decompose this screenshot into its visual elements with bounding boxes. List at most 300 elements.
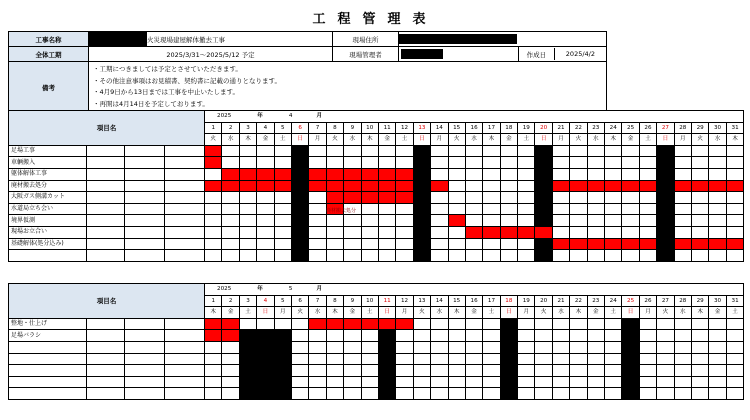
- schedule-cell: [500, 157, 517, 169]
- schedule-cell: [500, 330, 517, 342]
- schedule-cell: [674, 215, 691, 227]
- schedule-cell: [205, 180, 222, 192]
- day-number: 26: [639, 295, 656, 307]
- schedule-cell: [309, 318, 326, 330]
- schedule-cell: [413, 388, 430, 400]
- schedule-cell: [378, 168, 395, 180]
- schedule-cell: [570, 353, 587, 365]
- schedule-cell: [709, 168, 726, 180]
- schedule-cell: [639, 388, 656, 400]
- schedule-cell: [622, 388, 639, 400]
- schedule-cell: [674, 341, 691, 353]
- schedule-cell: [361, 180, 378, 192]
- schedule-cell: [552, 330, 569, 342]
- schedule-cell: [709, 353, 726, 365]
- task-detail-cell: [165, 376, 205, 388]
- schedule-cell: [500, 341, 517, 353]
- schedule-cell: [500, 238, 517, 250]
- schedule-cell: [587, 318, 604, 330]
- schedule-cell: [326, 250, 343, 262]
- schedule-cell: [396, 168, 413, 180]
- schedule-cell: [535, 388, 552, 400]
- schedule-cell: [448, 180, 465, 192]
- day-number: 30: [709, 122, 726, 134]
- schedule-cell: [413, 226, 430, 238]
- schedule-cell: [657, 238, 674, 250]
- schedule-cell: [222, 341, 239, 353]
- schedule-cell: [639, 330, 656, 342]
- schedule-cell: [396, 203, 413, 215]
- schedule-cell: [257, 250, 274, 262]
- schedule-cell: [518, 330, 535, 342]
- schedule-cell: [326, 157, 343, 169]
- weekday: 火: [205, 134, 222, 146]
- schedule-cell: [605, 365, 622, 377]
- schedule-cell: [657, 353, 674, 365]
- schedule-cell: [674, 365, 691, 377]
- schedule-cell: [257, 215, 274, 227]
- schedule-cell: [726, 215, 744, 227]
- schedule-cell: [674, 376, 691, 388]
- schedule-cell: [361, 157, 378, 169]
- weekday: 月: [552, 134, 569, 146]
- day-number: 20: [535, 295, 552, 307]
- task-name: 整地・仕上げ: [9, 318, 87, 330]
- weekday: 土: [361, 307, 378, 319]
- day-number: 13: [413, 122, 430, 134]
- schedule-cell: [465, 157, 482, 169]
- schedule-cell: [344, 365, 361, 377]
- schedule-cell: [535, 226, 552, 238]
- schedule-cell: [639, 353, 656, 365]
- schedule-cell: [639, 318, 656, 330]
- schedule-cell: [448, 250, 465, 262]
- task-detail-cell: [87, 226, 125, 238]
- schedule-cell: [205, 330, 222, 342]
- schedule-cell: [274, 168, 291, 180]
- schedule-cell: [309, 238, 326, 250]
- task-detail-cell: [125, 145, 165, 157]
- day-number: 6: [291, 295, 308, 307]
- schedule-cell: [518, 226, 535, 238]
- month-value: 5: [288, 286, 293, 293]
- schedule-cell: [361, 203, 378, 215]
- schedule-cell: [535, 376, 552, 388]
- day-number: 3: [239, 295, 256, 307]
- task-detail-cell: [87, 180, 125, 192]
- weekday: 金: [378, 134, 395, 146]
- schedule-cell: [518, 168, 535, 180]
- schedule-cell: [291, 318, 308, 330]
- schedule-cell: [205, 215, 222, 227]
- schedule-cell: [222, 180, 239, 192]
- day-number: 23: [587, 122, 604, 134]
- schedule-cell: [205, 238, 222, 250]
- schedule-cell: [726, 157, 744, 169]
- task-row: [9, 388, 744, 400]
- schedule-cell: [378, 203, 395, 215]
- schedule-cell: [205, 341, 222, 353]
- schedule-cell: [570, 388, 587, 400]
- schedule-cell: [291, 168, 308, 180]
- schedule-cell: [309, 145, 326, 157]
- schedule-cell: [691, 376, 708, 388]
- day-number: 24: [605, 295, 622, 307]
- schedule-cell: [378, 180, 395, 192]
- schedule-cell: [639, 180, 656, 192]
- schedule-cell: [587, 388, 604, 400]
- task-name: [9, 341, 87, 353]
- task-detail-cell: [87, 215, 125, 227]
- schedule-cell: [239, 353, 256, 365]
- day-number: 21: [552, 122, 569, 134]
- schedule-cell: [605, 318, 622, 330]
- schedule-cell: [396, 365, 413, 377]
- weekday: 火: [291, 307, 308, 319]
- schedule-cell: [691, 226, 708, 238]
- schedule-cell: [239, 238, 256, 250]
- task-row: [9, 145, 744, 157]
- schedule-cell: [605, 341, 622, 353]
- schedule-cell: [587, 250, 604, 262]
- schedule-cell: [483, 250, 500, 262]
- schedule-cell: [622, 215, 639, 227]
- schedule-cell: [483, 353, 500, 365]
- task-detail-cell: [165, 341, 205, 353]
- schedule-cell: [326, 330, 343, 342]
- schedule-cell: [552, 180, 569, 192]
- schedule-cell: [309, 330, 326, 342]
- schedule-cell: [639, 192, 656, 204]
- weekday: 金: [222, 307, 239, 319]
- day-number: 11: [378, 295, 395, 307]
- schedule-cell: [518, 157, 535, 169]
- schedule-cell: [344, 376, 361, 388]
- schedule-cell: [413, 192, 430, 204]
- weekday: 月: [518, 307, 535, 319]
- schedule-cell: [431, 226, 448, 238]
- schedule-cell: [552, 388, 569, 400]
- schedule-cell: [309, 215, 326, 227]
- schedule-cell: [709, 192, 726, 204]
- schedule-cell: [483, 180, 500, 192]
- schedule-cell: [518, 192, 535, 204]
- day-number: 5: [274, 295, 291, 307]
- schedule-cell: [326, 388, 343, 400]
- schedule-cell: [326, 192, 343, 204]
- schedule-cell: [413, 157, 430, 169]
- schedule-cell: [361, 318, 378, 330]
- schedule-cell: [413, 353, 430, 365]
- schedule-cell: [709, 238, 726, 250]
- schedule-cell: [344, 330, 361, 342]
- schedule-cell: [205, 376, 222, 388]
- schedule-cell: [726, 250, 744, 262]
- schedule-cell: [657, 388, 674, 400]
- schedule-cell: [587, 376, 604, 388]
- weekday: 木: [570, 307, 587, 319]
- weekday: 日: [257, 307, 274, 319]
- schedule-cell: [552, 145, 569, 157]
- schedule-cell: [326, 168, 343, 180]
- schedule-cell: [570, 341, 587, 353]
- schedule-cell: [605, 192, 622, 204]
- schedule-cell: [518, 250, 535, 262]
- schedule-cell: [465, 250, 482, 262]
- weekday: 水: [587, 134, 604, 146]
- schedule-cell: [552, 203, 569, 215]
- schedule-cell: [518, 365, 535, 377]
- schedule-cell: [639, 376, 656, 388]
- schedule-cell: [274, 250, 291, 262]
- day-number: 2: [222, 295, 239, 307]
- schedule-cell: [570, 168, 587, 180]
- schedule-cell: [257, 168, 274, 180]
- schedule-cell: [622, 376, 639, 388]
- schedule-cell: [500, 192, 517, 204]
- schedule-cell: [291, 330, 308, 342]
- task-detail-cell: [125, 180, 165, 192]
- schedule-cell: [361, 250, 378, 262]
- task-detail-cell: [87, 376, 125, 388]
- schedule-cell: [605, 203, 622, 215]
- schedule-cell: [239, 388, 256, 400]
- schedule-cell: [726, 353, 744, 365]
- schedule-cell: [709, 250, 726, 262]
- schedule-cell: [448, 192, 465, 204]
- task-detail-cell: [125, 168, 165, 180]
- schedule-cell: [309, 250, 326, 262]
- day-number: 8: [326, 295, 343, 307]
- schedule-cell: [413, 168, 430, 180]
- schedule-cell: [378, 388, 395, 400]
- day-number: 29: [691, 122, 708, 134]
- schedule-cell: [605, 215, 622, 227]
- task-detail-cell: [87, 192, 125, 204]
- schedule-cell: [431, 376, 448, 388]
- schedule-cell: [344, 353, 361, 365]
- header-table: [8, 31, 607, 113]
- schedule-cell: [396, 341, 413, 353]
- task-detail-cell: [87, 341, 125, 353]
- year-month-header: [205, 111, 744, 123]
- schedule-cell: [570, 238, 587, 250]
- task-detail-cell: [87, 318, 125, 330]
- period-value: 2025/3/31～2025/5/12 予定: [89, 47, 333, 62]
- schedule-cell: [535, 353, 552, 365]
- task-detail-cell: [165, 238, 205, 250]
- schedule-cell: [326, 318, 343, 330]
- schedule-cell: [726, 168, 744, 180]
- manager-label: 現場管理者: [333, 47, 399, 62]
- item-name-header: 項目名: [9, 111, 205, 146]
- task-name: [9, 388, 87, 400]
- period-label: 全体工期: [9, 47, 89, 62]
- schedule-cell: [726, 388, 744, 400]
- created-date: 2025/4/2: [565, 50, 595, 58]
- task-detail-cell: [165, 318, 205, 330]
- schedule-cell: [361, 238, 378, 250]
- task-detail-cell: [87, 365, 125, 377]
- schedule-cell: [709, 226, 726, 238]
- schedule-cell: [726, 330, 744, 342]
- schedule-cell: [378, 226, 395, 238]
- schedule-cell: [691, 353, 708, 365]
- schedule-cell: [570, 157, 587, 169]
- schedule-cell: [378, 365, 395, 377]
- schedule-cell: [726, 180, 744, 192]
- task-detail-cell: [87, 145, 125, 157]
- schedule-cell: [709, 330, 726, 342]
- schedule-cell: [500, 388, 517, 400]
- schedule-cell: [326, 365, 343, 377]
- redacted-block: [401, 49, 443, 59]
- day-number: 14: [431, 122, 448, 134]
- task-detail-cell: [125, 388, 165, 400]
- weekday: 金: [622, 134, 639, 146]
- schedule-cell: [500, 318, 517, 330]
- schedule-cell: [639, 157, 656, 169]
- schedule-cell: [378, 318, 395, 330]
- day-number: 2: [222, 122, 239, 134]
- weekday: 月: [431, 134, 448, 146]
- schedule-cell: [413, 203, 430, 215]
- schedule-cell: [205, 318, 222, 330]
- schedule-cell: [674, 318, 691, 330]
- schedule-cell: [483, 157, 500, 169]
- schedule-cell: [274, 341, 291, 353]
- year-value: 2025: [217, 113, 232, 120]
- schedule-cell: [396, 376, 413, 388]
- schedule-cell: [431, 192, 448, 204]
- schedule-cell: [639, 168, 656, 180]
- schedule-cell: [709, 157, 726, 169]
- redacted-block: [399, 34, 517, 44]
- project-name-label: 工事名称: [9, 32, 89, 47]
- day-number: 16: [465, 295, 482, 307]
- schedule-cell: [361, 226, 378, 238]
- day-number: 17: [483, 295, 500, 307]
- day-number: 25: [622, 295, 639, 307]
- task-name: 車輌搬入: [9, 157, 87, 169]
- schedule-cell: [535, 365, 552, 377]
- task-detail-cell: [87, 330, 125, 342]
- schedule-cell: [413, 341, 430, 353]
- schedule-cell: [431, 250, 448, 262]
- schedule-cell: [378, 238, 395, 250]
- schedule-cell: [552, 353, 569, 365]
- schedule-cell: [448, 226, 465, 238]
- schedule-cell: [396, 192, 413, 204]
- schedule-cell: [709, 180, 726, 192]
- schedule-cell: [622, 145, 639, 157]
- schedule-cell: [709, 203, 726, 215]
- schedule-cell: [291, 180, 308, 192]
- day-number: 16: [465, 122, 482, 134]
- schedule-cell: [431, 341, 448, 353]
- schedule-cell: [413, 238, 430, 250]
- schedule-cell: [552, 192, 569, 204]
- schedule-cell: [222, 353, 239, 365]
- schedule-cell: [309, 157, 326, 169]
- schedule-cell: [378, 353, 395, 365]
- day-number: 28: [674, 295, 691, 307]
- weekday: 金: [587, 307, 604, 319]
- schedule-cell: [483, 192, 500, 204]
- schedule-cell: [222, 157, 239, 169]
- schedule-cell: [674, 353, 691, 365]
- weekday: 土: [396, 134, 413, 146]
- schedule-cell: [674, 192, 691, 204]
- schedule-cell: [639, 145, 656, 157]
- schedule-cell: [239, 341, 256, 353]
- weekday: 土: [726, 307, 744, 319]
- schedule-cell: [535, 180, 552, 192]
- schedule-cell: [552, 250, 569, 262]
- schedule-cell: [674, 388, 691, 400]
- task-detail-cell: [87, 388, 125, 400]
- task-detail-cell: [165, 157, 205, 169]
- schedule-cell: [465, 341, 482, 353]
- schedule-cell: [570, 226, 587, 238]
- day-number: 7: [309, 295, 326, 307]
- weekday: 金: [465, 307, 482, 319]
- schedule-cell: [622, 341, 639, 353]
- day-number: 26: [639, 122, 656, 134]
- redacted-block: [89, 32, 147, 47]
- schedule-cell: [205, 353, 222, 365]
- schedule-cell: [657, 180, 674, 192]
- schedule-cell: [657, 145, 674, 157]
- schedule-cell: [239, 318, 256, 330]
- schedule-cell: [361, 365, 378, 377]
- task-row: [9, 180, 744, 192]
- schedule-cell: [726, 376, 744, 388]
- schedule-cell: [309, 192, 326, 204]
- schedule-cell: [413, 180, 430, 192]
- schedule-cell: [691, 365, 708, 377]
- schedule-cell: [431, 145, 448, 157]
- schedule-cell: [222, 330, 239, 342]
- schedule-cell: [691, 145, 708, 157]
- schedule-cell: [622, 168, 639, 180]
- schedule-cell: [709, 318, 726, 330]
- weekday: 水: [674, 307, 691, 319]
- day-number: 25: [622, 122, 639, 134]
- schedule-cell: [309, 353, 326, 365]
- schedule-cell: [570, 145, 587, 157]
- schedule-cell: [396, 180, 413, 192]
- schedule-cell: [431, 330, 448, 342]
- day-number: 22: [570, 295, 587, 307]
- schedule-cell: [483, 226, 500, 238]
- schedule-cell: [291, 215, 308, 227]
- task-row: [9, 330, 744, 342]
- day-number: 12: [396, 295, 413, 307]
- task-row: [9, 226, 744, 238]
- weekday: 日: [378, 307, 395, 319]
- day-number: 4: [257, 295, 274, 307]
- schedule-cell: [674, 330, 691, 342]
- schedule-cell: [500, 365, 517, 377]
- weekday: 月: [639, 307, 656, 319]
- schedule-cell: [500, 376, 517, 388]
- schedule-cell: [657, 376, 674, 388]
- schedule-cell: [222, 215, 239, 227]
- schedule-cell: [326, 145, 343, 157]
- task-name: 足場工事: [9, 145, 87, 157]
- schedule-cell: [552, 238, 569, 250]
